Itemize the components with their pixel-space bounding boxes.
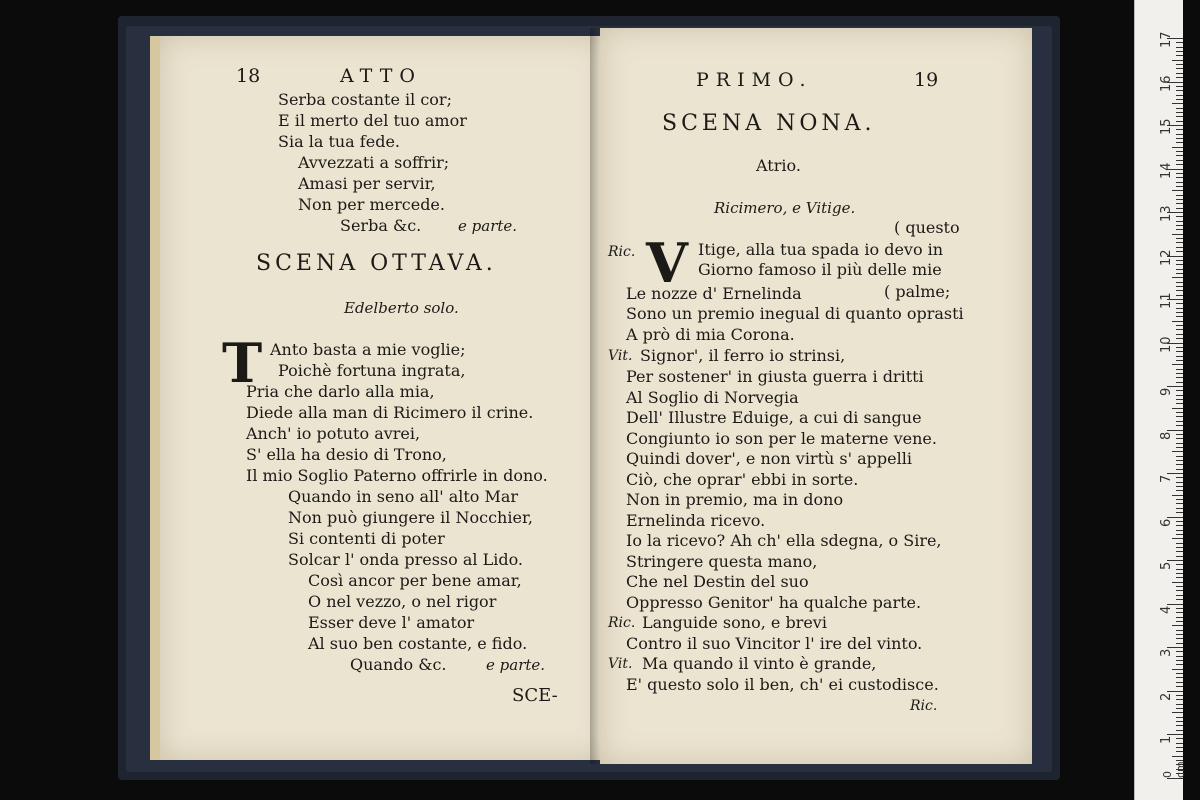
verse-line: Anch' io potuto avrei, <box>246 424 421 443</box>
verse-line: Stringere questa mano, <box>626 552 818 571</box>
verse-line: Si contenti di poter <box>288 529 445 548</box>
ruler-tick <box>1176 577 1183 578</box>
ruler-tick <box>1176 160 1183 161</box>
ruler-number: 10 <box>1159 335 1174 353</box>
ruler-tick <box>1176 556 1183 557</box>
ruler-tick <box>1176 460 1183 461</box>
ruler-tick <box>1176 434 1183 435</box>
ruler-tick <box>1176 155 1183 156</box>
ruler-tick <box>1176 443 1183 444</box>
ruler-tick <box>1176 151 1183 152</box>
ruler-tick <box>1176 403 1183 404</box>
ruler-tick <box>1176 730 1183 731</box>
drop-cap-T: T <box>222 331 263 395</box>
ruler-tick <box>1176 464 1183 465</box>
ruler-tick <box>1176 486 1183 487</box>
ruler-number: 8 <box>1159 431 1174 440</box>
ruler-tick <box>1176 595 1183 596</box>
ruler-tick <box>1172 60 1183 61</box>
ruler-tick <box>1176 608 1183 609</box>
verse-line: Avvezzati a soffrir; <box>298 153 450 172</box>
scene-title-ottava: SCENA OTTAVA. <box>256 251 497 276</box>
ruler-tick <box>1176 599 1183 600</box>
verse-line: Che nel Destin del suo <box>626 572 809 591</box>
ruler-tick <box>1176 399 1183 400</box>
ruler-tick <box>1176 551 1183 552</box>
verse-line: Diede alla man di Ricimero il crine. <box>246 403 534 422</box>
verse-line: Ciò, che oprar' ebbi in sorte. <box>626 470 859 489</box>
ruler-tick <box>1172 669 1183 670</box>
verse-line: Quindi dover', e non virtù s' appelli <box>626 449 912 468</box>
ruler-tick <box>1176 312 1183 313</box>
ruler-tick <box>1176 638 1183 639</box>
verse-line: Oppresso Genitor' ha qualche parte. <box>626 593 922 612</box>
ruler-tick <box>1176 208 1183 209</box>
ruler-tick <box>1176 751 1183 752</box>
verse-line: Quando in seno all' alto Mar <box>288 487 519 506</box>
verse-line: Quando &c. <box>350 655 447 674</box>
ruler-tick <box>1176 116 1183 117</box>
ruler-tick <box>1176 412 1183 413</box>
ruler-tick <box>1176 651 1183 652</box>
ruler-tick <box>1176 534 1183 535</box>
verse-line: E il merto del tuo amor <box>278 111 467 130</box>
catchword: Ric. <box>910 698 938 714</box>
speaker-label: Vit. <box>608 348 633 364</box>
scene-characters: Ricimero, e Vitige. <box>714 199 856 217</box>
ruler-tick <box>1167 430 1183 431</box>
ruler-number: 17 <box>1159 31 1174 48</box>
measurement-ruler <box>1134 0 1187 800</box>
ruler-tick <box>1176 356 1183 357</box>
verse-line: Esser deve l' amator <box>308 613 475 632</box>
ruler-tick <box>1176 186 1183 187</box>
ruler-tick <box>1176 173 1183 174</box>
verse-line: Languide sono, e brevi <box>642 613 827 632</box>
ruler-tick <box>1176 369 1183 370</box>
scene-characters: Edelberto solo. <box>344 299 459 317</box>
verse-line: Pria che darlo alla mia, <box>246 382 435 401</box>
catchword: SCE- <box>512 685 558 706</box>
ruler-tick <box>1176 543 1183 544</box>
ruler-tick <box>1172 277 1183 278</box>
verse-line: Io la ricevo? Ah ch' ella sdegna, o Sire, <box>626 531 942 550</box>
speaker-label: Vit. <box>608 656 633 672</box>
ruler-tick <box>1176 177 1183 178</box>
verse-line: Signor', il ferro io strinsi, <box>640 346 846 365</box>
ruler-tick <box>1176 425 1183 426</box>
ruler-tick <box>1176 395 1183 396</box>
ruler-number: 9 <box>1159 387 1174 396</box>
stage-direction: e parte. <box>486 656 546 674</box>
ruler-tick <box>1176 612 1183 613</box>
ruler-tick <box>1176 721 1183 722</box>
ruler-tick <box>1176 512 1183 513</box>
verse-line: Contro il suo Vincitor l' ire del vinto. <box>626 634 923 653</box>
verse-line: A prò di mia Corona. <box>626 325 795 344</box>
ruler-tick <box>1176 121 1183 122</box>
scene-setting: Atrio. <box>756 156 801 175</box>
ruler-tick <box>1172 712 1183 713</box>
ruler-tick <box>1176 242 1183 243</box>
ruler-tick <box>1176 95 1183 96</box>
ruler-tick <box>1176 42 1183 43</box>
ruler-number: 16 <box>1159 74 1174 92</box>
right-running-head: PRIMO. <box>696 69 813 91</box>
verse-line: Per sostener' in giusta guerra i dritti <box>626 367 924 386</box>
ruler-number: 6 <box>1159 518 1174 527</box>
ruler-tick <box>1176 142 1183 143</box>
ruler-tick <box>1176 286 1183 287</box>
ruler-tick <box>1176 295 1183 296</box>
ruler-tick <box>1176 99 1183 100</box>
ruler-tick <box>1176 308 1183 309</box>
ruler-tick <box>1176 725 1183 726</box>
ruler-tick <box>1172 147 1183 148</box>
ruler-tick <box>1176 273 1183 274</box>
verse-line: Solcar l' onda presso al Lido. <box>288 550 524 569</box>
right-page-number: 19 <box>914 69 939 91</box>
ruler-tick <box>1176 456 1183 457</box>
scene-title-nona: SCENA NONA. <box>662 111 876 136</box>
ruler-tick <box>1176 664 1183 665</box>
ruler-tick <box>1172 495 1183 496</box>
ruler-tick <box>1176 229 1183 230</box>
verse-line: Itige, alla tua spada io devo in <box>698 240 944 259</box>
ruler-number: 11 <box>1159 292 1174 309</box>
ruler-tick <box>1176 164 1183 165</box>
ruler-tick <box>1176 699 1183 700</box>
ruler-tick <box>1172 103 1183 104</box>
ruler-tick <box>1176 590 1183 591</box>
ruler-tick <box>1176 499 1183 500</box>
ruler-tick <box>1176 360 1183 361</box>
ruler-tick <box>1176 743 1183 744</box>
ruler-tick <box>1176 73 1183 74</box>
ruler-tick <box>1172 321 1183 322</box>
ruler-tick <box>1176 269 1183 270</box>
verse-line: Le nozze d' Ernelinda <box>626 284 802 303</box>
ruler-tick <box>1176 129 1183 130</box>
ruler-tick <box>1176 77 1183 78</box>
ruler-tick <box>1176 251 1183 252</box>
ruler-tick <box>1176 469 1183 470</box>
ruler-tick <box>1176 68 1183 69</box>
verse-line: Serba &c. <box>340 216 422 235</box>
verse-line: Poichè fortuna ingrata, <box>278 361 466 380</box>
ruler-tick <box>1176 660 1183 661</box>
ruler-number: 15 <box>1159 118 1174 135</box>
turnover-text: ( palme; <box>884 282 951 301</box>
verse-line: Ernelinda ricevo. <box>626 511 766 530</box>
ruler-tick <box>1176 643 1183 644</box>
ruler-tick <box>1172 538 1183 539</box>
ruler-tick <box>1176 47 1183 48</box>
ruler-tick <box>1176 530 1183 531</box>
ruler-tick <box>1176 260 1183 261</box>
verse-line: E' questo solo il ben, ch' ei custodisce. <box>626 675 939 694</box>
ruler-tick <box>1172 582 1183 583</box>
ruler-tick <box>1176 738 1183 739</box>
ruler-tick <box>1176 377 1183 378</box>
ruler-tick <box>1167 517 1183 518</box>
ruler-tick <box>1176 564 1183 565</box>
ruler-tick <box>1176 329 1183 330</box>
verse-line: Al Soglio di Norvegia <box>626 388 799 407</box>
ruler-tick <box>1176 717 1183 718</box>
ruler-number: 3 <box>1159 648 1174 657</box>
ruler-tick <box>1176 221 1183 222</box>
ruler-tick <box>1176 573 1183 574</box>
ruler-tick <box>1176 182 1183 183</box>
turnover-text: ( questo <box>894 218 960 237</box>
ruler-tick <box>1172 190 1183 191</box>
ruler-tick <box>1176 90 1183 91</box>
ruler-tick <box>1176 438 1183 439</box>
ruler-number: 2 <box>1159 692 1174 701</box>
drop-cap-V: V <box>646 231 688 295</box>
ruler-tick <box>1176 316 1183 317</box>
ruler-unit-label: 0 cm <box>1161 761 1187 778</box>
verse-line: O nel vezzo, o nel rigor <box>308 592 497 611</box>
ruler-tick <box>1176 138 1183 139</box>
ruler-tick <box>1176 382 1183 383</box>
ruler-tick <box>1172 234 1183 235</box>
ruler-tick <box>1176 290 1183 291</box>
ruler-tick <box>1176 521 1183 522</box>
verse-line: Ma quando il vinto è grande, <box>642 654 877 673</box>
ruler-tick <box>1176 247 1183 248</box>
verse-line: S' ella ha desio di Trono, <box>246 445 447 464</box>
ruler-tick <box>1176 621 1183 622</box>
speaker-label: Ric. <box>608 244 636 260</box>
ruler-tick <box>1167 604 1183 605</box>
ruler-tick <box>1176 547 1183 548</box>
ruler-tick <box>1176 216 1183 217</box>
ruler-tick <box>1176 325 1183 326</box>
ruler-number: 14 <box>1159 161 1174 179</box>
verse-line: Dell' Illustre Eduige, a cui di sangue <box>626 408 922 427</box>
ruler-tick <box>1172 756 1183 757</box>
ruler-tick <box>1176 686 1183 687</box>
ruler-tick <box>1176 203 1183 204</box>
ruler-number: 4 <box>1159 605 1174 614</box>
ruler-tick <box>1176 656 1183 657</box>
ruler-tick <box>1176 108 1183 109</box>
ruler-tick <box>1176 503 1183 504</box>
ruler-tick <box>1176 347 1183 348</box>
ruler-tick <box>1176 373 1183 374</box>
left-running-head: ATTO <box>340 65 422 87</box>
ruler-tick <box>1176 195 1183 196</box>
ruler-tick <box>1176 282 1183 283</box>
ruler-tick <box>1176 682 1183 683</box>
ruler-tick <box>1172 625 1183 626</box>
verse-line: Serba costante il cor; <box>278 90 452 109</box>
verse-line: Al suo ben costante, e fido. <box>308 634 528 653</box>
ruler-tick <box>1176 704 1183 705</box>
ruler-tick <box>1176 525 1183 526</box>
speaker-label: Ric. <box>608 615 636 631</box>
ruler-tick <box>1176 238 1183 239</box>
ruler-tick <box>1167 691 1183 692</box>
verse-line: Il mio Soglio Paterno offrirle in dono. <box>246 466 548 485</box>
ruler-tick <box>1176 695 1183 696</box>
verse-line: Giorno famoso il più delle mie <box>698 260 942 279</box>
stage-direction: e parte. <box>458 217 518 235</box>
ruler-tick <box>1176 708 1183 709</box>
ruler-tick <box>1176 334 1183 335</box>
ruler-tick <box>1176 55 1183 56</box>
ruler-tick <box>1176 747 1183 748</box>
ruler-tick <box>1176 338 1183 339</box>
ruler-tick <box>1172 364 1183 365</box>
ruler-tick <box>1176 134 1183 135</box>
ruler-tick <box>1176 508 1183 509</box>
verse-line: Non in premio, ma in dono <box>626 490 844 509</box>
ruler-tick <box>1176 617 1183 618</box>
ruler-tick <box>1176 677 1183 678</box>
ruler-tick <box>1172 408 1183 409</box>
ruler-number: 5 <box>1159 561 1174 570</box>
ruler-tick <box>1176 477 1183 478</box>
ruler-tick <box>1176 64 1183 65</box>
verse-line: Amasi per servir, <box>298 174 436 193</box>
left-page-number: 18 <box>236 65 261 87</box>
ruler-tick <box>1176 225 1183 226</box>
ruler-tick <box>1176 351 1183 352</box>
ruler-tick <box>1176 569 1183 570</box>
ruler-tick <box>1176 482 1183 483</box>
ruler-tick <box>1172 451 1183 452</box>
verse-line: Sono un premio inegual di quanto oprasti <box>626 304 964 323</box>
ruler-tick <box>1176 421 1183 422</box>
ruler-tick <box>1176 673 1183 674</box>
ruler-number: 1 <box>1159 735 1174 744</box>
verse-line: Congiunto io son per le materne vene. <box>626 429 937 448</box>
verse-line: Non può giungere il Nocchier, <box>288 508 533 527</box>
ruler-tick <box>1176 634 1183 635</box>
verse-line: Così ancor per bene amar, <box>308 571 522 590</box>
ruler-tick <box>1176 630 1183 631</box>
ruler-tick <box>1176 199 1183 200</box>
ruler-tick <box>1176 51 1183 52</box>
book-gutter <box>590 28 608 764</box>
ruler-tick <box>1176 264 1183 265</box>
ruler-tick <box>1176 416 1183 417</box>
ruler-tick <box>1176 112 1183 113</box>
verse-line: Sia la tua fede. <box>278 132 400 151</box>
ruler-number: 7 <box>1159 474 1174 483</box>
ruler-number: 12 <box>1159 248 1174 266</box>
ruler-tick <box>1176 490 1183 491</box>
ruler-tick <box>1176 586 1183 587</box>
ruler-tick <box>1176 390 1183 391</box>
verse-line: Anto basta a mie voglie; <box>270 340 466 359</box>
ruler-tick <box>1176 86 1183 87</box>
ruler-number: 13 <box>1159 205 1174 222</box>
verse-line: Non per mercede. <box>298 195 445 214</box>
ruler-tick <box>1176 447 1183 448</box>
ruler-tick <box>1176 303 1183 304</box>
